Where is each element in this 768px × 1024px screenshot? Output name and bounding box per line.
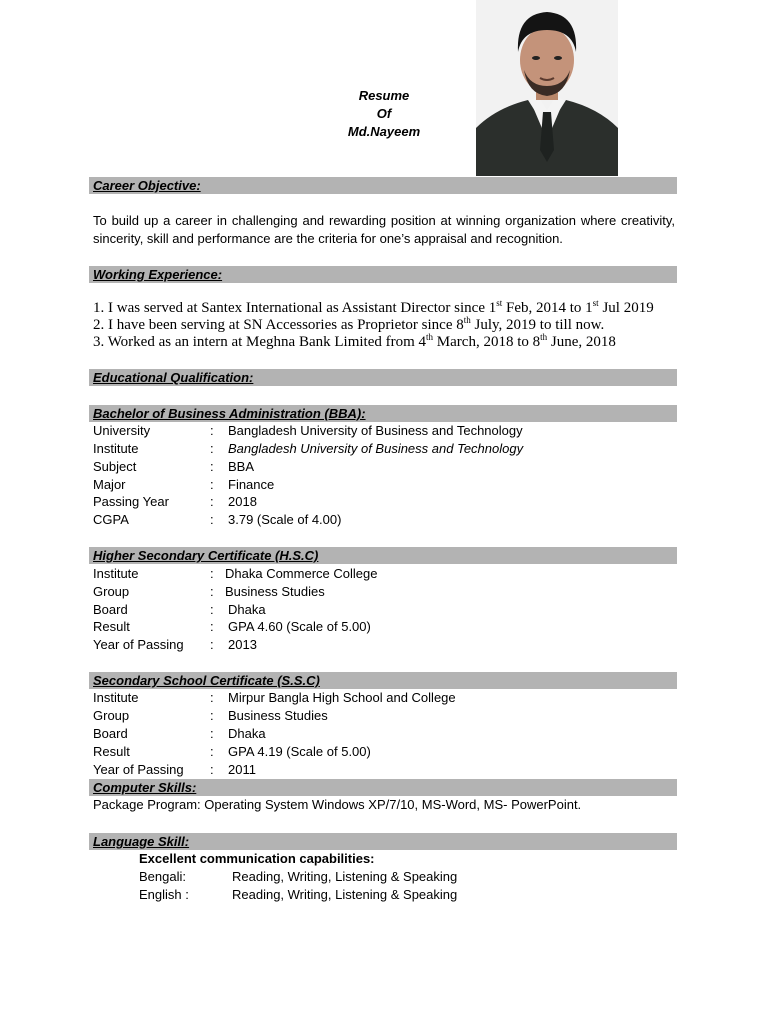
table-row: Board : Dhaka (93, 726, 266, 741)
language-skills: Reading, Writing, Listening & Speaking (232, 887, 458, 902)
experience-item: 1. I was served at Santex International as Assistant Director since 1st Feb, 2014 to 1st Jul 2019 (93, 298, 654, 316)
subsection-heading: Higher Secondary Certificate (H.S.C) (93, 548, 319, 563)
language-name: English : (139, 887, 189, 902)
subsection-ssc (89, 672, 677, 689)
section-heading: Educational Qualification: (93, 370, 254, 385)
experience-item: 2. I have been serving at SN Accessories as Proprietor since 8th July, 2019 to till now. (93, 315, 605, 333)
resume-title-line1: Resume (358, 88, 410, 103)
section-heading: Language Skill: (93, 834, 190, 849)
table-row: CGPA : 3.79 (Scale of 4.00) (93, 512, 342, 527)
subsection-heading: Secondary School Certificate (S.S.C) (93, 673, 320, 688)
language-name: Bengali: (139, 869, 186, 884)
section-computer-skills (89, 779, 677, 796)
profile-photo (476, 0, 618, 176)
language-intro: Excellent communication capabilities: (139, 851, 375, 866)
section-language-skill (89, 833, 677, 850)
table-row: Year of Passing : 2011 (93, 762, 256, 777)
table-row: Institute : Dhaka Commerce College (93, 566, 378, 581)
table-row: Result : GPA 4.60 (Scale of 5.00) (93, 619, 371, 634)
table-row: Board : Dhaka (93, 602, 266, 617)
section-heading: Working Experience: (93, 267, 223, 282)
table-row: Result : GPA 4.19 (Scale of 5.00) (93, 744, 371, 759)
section-heading: Career Objective: (93, 178, 201, 193)
resume-title-name: Md.Nayeem (347, 124, 421, 139)
subsection-heading: Bachelor of Business Administration (BBA): (93, 406, 366, 421)
table-row: University : Bangladesh University of Business and Technology (93, 423, 523, 438)
subsection-hsc (89, 547, 677, 564)
language-skills: Reading, Writing, Listening & Speaking (232, 869, 458, 884)
table-row: Institute : Mirpur Bangla High School and College (93, 690, 456, 705)
section-heading: Computer Skills: (93, 780, 197, 795)
subsection-bba (89, 405, 677, 422)
table-row: Group : Business Studies (93, 708, 328, 723)
table-row: Major : Finance (93, 477, 275, 492)
resume-title-line2: Of (376, 106, 392, 121)
career-objective-text: To build up a career in challenging and rewarding position at winning organization where creativity, sincerity, skill and performance are the criteria for one’s appraisal and recognition. (93, 213, 675, 246)
table-row: Year of Passing : 2013 (93, 637, 257, 652)
computer-skills-text: Package Program: Operating System Windows XP/7/10, MS-Word, MS- PowerPoint. (93, 797, 582, 812)
experience-item: 3. Worked as an intern at Meghna Bank Limited from 4th March, 2018 to 8th June, 2018 (93, 332, 616, 350)
section-working-experience (89, 266, 677, 283)
table-row: Passing Year : 2018 (93, 494, 257, 509)
table-row: Institute : Bangladesh University of Business and Technology (93, 441, 524, 456)
section-career-objective (89, 177, 677, 194)
section-educational-qualification (89, 369, 677, 386)
table-row: Subject : BBA (93, 459, 255, 474)
table-row: Group : Business Studies (93, 584, 325, 599)
